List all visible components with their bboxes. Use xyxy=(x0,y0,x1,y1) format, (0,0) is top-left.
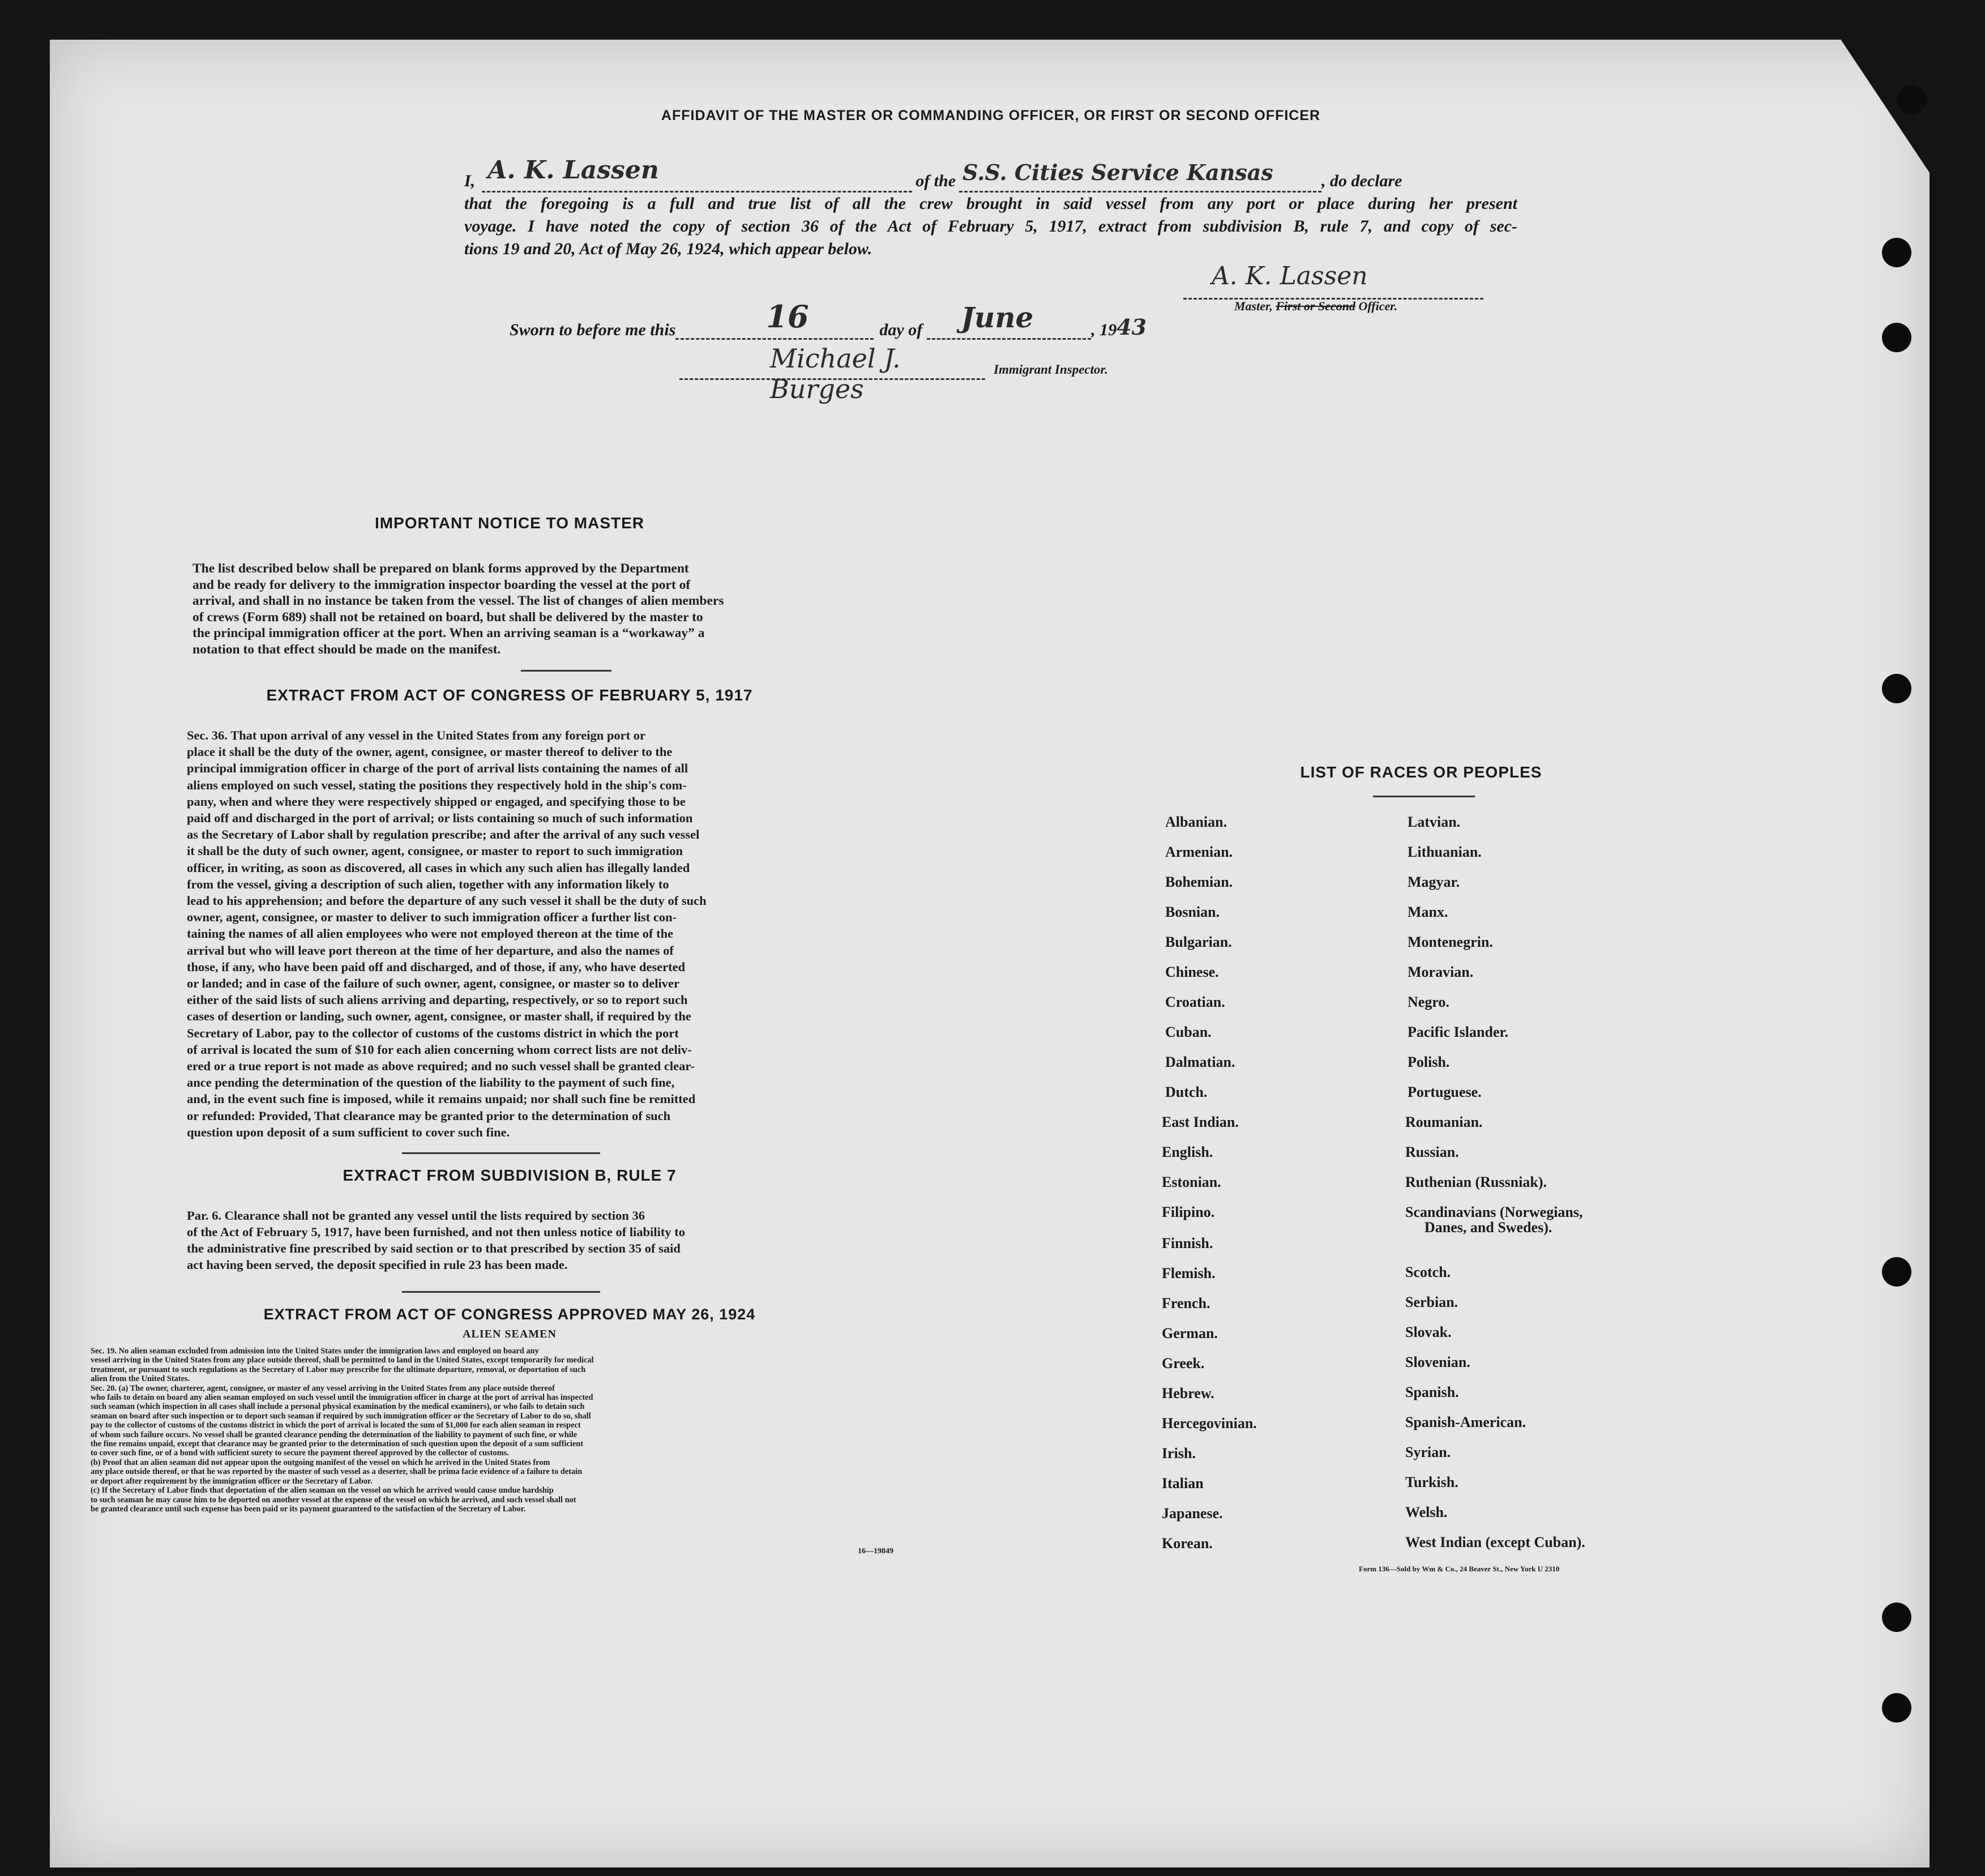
text-line: from the vessel, giving a description of such alien, together with any information likely to xyxy=(187,877,669,891)
race-item: French. xyxy=(1162,1295,1210,1311)
race-item: Pacific Islander. xyxy=(1408,1024,1509,1040)
race-item: Croatian. xyxy=(1165,994,1225,1010)
text-line: Par. 6. Clearance shall not be granted any vessel until the lists required by section 36 xyxy=(187,1208,645,1223)
race-item: Bosnian. xyxy=(1165,904,1220,920)
punch-hole xyxy=(1882,1602,1911,1632)
race-item: Slovenian. xyxy=(1405,1354,1470,1370)
affidavit-title: AFFIDAVIT OF THE MASTER OR COMMANDING OFFICER, OR FIRST OR SECOND OFFICER xyxy=(661,108,1321,123)
race-item: Negro. xyxy=(1408,994,1449,1010)
race-item: English. xyxy=(1162,1144,1213,1160)
affidavit-body xyxy=(464,156,1517,260)
vessel-name-field xyxy=(959,160,1321,193)
race-item: West Indian (except Cuban). xyxy=(1405,1534,1585,1550)
race-item: Flemish. xyxy=(1162,1265,1216,1281)
race-item: Moravian. xyxy=(1408,964,1474,980)
race-item: Dalmatian. xyxy=(1165,1054,1235,1070)
text-line: the fine remains unpaid, except that clearance may be granted prior to the determination of such question upon the deposit of a sum sufficient xyxy=(91,1439,584,1449)
race-item: Japanese. xyxy=(1162,1505,1223,1522)
race-item: Ruthenian (Russniak). xyxy=(1405,1174,1547,1190)
inspector-signature: Michael J. Burges xyxy=(770,343,901,404)
text-line: of crews (Form 689) shall not be retained on board, but shall be delivered by the master to xyxy=(192,609,703,625)
race-item: Syrian. xyxy=(1405,1444,1451,1460)
notice-title: IMPORTANT NOTICE TO MASTER xyxy=(374,514,645,532)
race-item: Albanian. xyxy=(1165,814,1227,830)
race-item: Turkish. xyxy=(1405,1474,1458,1490)
text-line: lead to his apprehension; and before the departure of any such vessel it shall be the duty of such xyxy=(187,894,707,908)
race-item: Welsh. xyxy=(1405,1504,1448,1520)
text-line: vessel arriving in the United States from any place outside thereof, shall be permitted to land in the United States, except temporarily for medical xyxy=(91,1356,594,1365)
title-master: Master, xyxy=(1234,299,1273,313)
text-line: those, if any, who have been paid off and discharged, and of those, if any, who have deserted xyxy=(187,959,686,974)
sworn-month-field xyxy=(927,301,1091,340)
master-signature: A. K. Lassen xyxy=(1212,262,1368,290)
sworn-line xyxy=(510,298,1147,340)
text-line: treatment, or pursuant to such regulations as the Secretary of Labor may prescribe for the ultimate departure, removal, or deportation of such xyxy=(91,1365,586,1374)
text-line: Secretary of Labor, pay to the collector of customs of the customs district in which the port xyxy=(187,1025,679,1040)
text-line: ance pending the determination of the question of the liability to the payment of such fine, xyxy=(187,1075,675,1090)
extract-1917-body xyxy=(187,727,827,1140)
text-line: it shall be the duty of such owner, agent, consignee, or master to report to such immigration xyxy=(187,844,683,858)
subdivision-b-body xyxy=(187,1207,827,1273)
year-suffix: 43 xyxy=(1116,314,1147,340)
punch-hole xyxy=(1882,323,1911,352)
punch-hole xyxy=(1882,674,1911,703)
races-title: LIST OF RACES OR PEOPLES xyxy=(1300,763,1542,781)
race-item: Russian. xyxy=(1405,1144,1459,1160)
race-item: Manx. xyxy=(1408,904,1448,920)
declare-suffix: , do declare xyxy=(1321,172,1402,190)
race-item: Filipino. xyxy=(1162,1204,1215,1220)
form-note: Form 136—Sold by Wm & Co., 24 Beaver St., New York U 2310 xyxy=(1359,1565,1560,1573)
race-item: Bohemian. xyxy=(1165,874,1233,890)
race-item: Montenegrin. xyxy=(1408,934,1493,950)
text-line: the principal immigration officer at the port. When an arriving seaman is a “workaway” a xyxy=(192,626,705,640)
text-line: as the Secretary of Labor shall by regulation prescribe; and after the arrival of any such vessel xyxy=(187,827,700,842)
master-signature-line xyxy=(1183,262,1483,300)
sworn-day-field xyxy=(675,298,874,340)
text-line: (c) If the Secretary of Labor finds that deportation of the alien seaman on the vessel on which he arrived would cause undue hardship xyxy=(91,1486,554,1495)
text-line: The list described below shall be prepared on blank forms approved by the Department xyxy=(192,561,689,576)
text-line: of whom such failure occurs. No vessel shall be granted clearance pending the determination of the liability to payment of such fine, or while xyxy=(91,1430,577,1439)
text-line: ered or a true report is not made as above required; and no such vessel shall be granted clear- xyxy=(187,1059,695,1074)
divider xyxy=(402,1291,600,1293)
race-item: Latvian. xyxy=(1408,814,1461,830)
race-item: Estonian. xyxy=(1162,1174,1221,1190)
text-line: seaman on board after such inspection or to deport such seaman if required by such immigration officer or the Secretary of Labor to do so, shall xyxy=(91,1411,591,1421)
text-line: to cover such fine, or of a bond with sufficient surety to secure the payment thereof approved by the collector of customs. xyxy=(91,1448,509,1458)
text-line: Sec. 19. No alien seaman excluded from admission into the United States under the immigration laws and employed on board any xyxy=(91,1347,539,1356)
day-of-text: day of xyxy=(879,320,923,339)
extract-1924-subtitle: ALIEN SEAMEN xyxy=(463,1328,557,1340)
text-line: Sec. 20. (a) The owner, charterer, agent, consignee, or master of any vessel arriving in the United States from any place outside thereof xyxy=(91,1383,555,1393)
text-line: pany, when and where they were respectively shipped or engaged, and specifying those to be xyxy=(187,794,686,809)
text-line: act having been served, the deposit specified in rule 23 has been made. xyxy=(187,1258,568,1272)
race-item: East Indian. xyxy=(1162,1114,1239,1130)
race-item: Cuban. xyxy=(1165,1024,1212,1040)
title-struck: First or Second xyxy=(1276,299,1355,313)
notice-body xyxy=(192,561,827,657)
race-item: Roumanian. xyxy=(1405,1114,1483,1130)
race-item: Magyar. xyxy=(1408,874,1460,890)
vessel-name: S.S. Cities Service Kansas xyxy=(962,160,1273,185)
punch-hole xyxy=(1882,238,1911,267)
race-item: Slovak. xyxy=(1405,1324,1452,1340)
text-line: owner, agent, consignee, or master to deliver to such immigration officer a further list con- xyxy=(187,910,677,925)
race-item: Hebrew. xyxy=(1162,1385,1214,1401)
text-line: question upon deposit of a sum sufficient to cover such fine. xyxy=(187,1125,510,1139)
text-line: aliens employed on such vessel, stating the positions they respectively hold in the ship's com- xyxy=(187,777,687,792)
form-code: 16—19849 xyxy=(858,1547,893,1556)
text-line: either of the said lists of such aliens arriving and departing, respectively, or so to report such xyxy=(187,993,688,1007)
text-line: alien from the United States. xyxy=(91,1374,190,1384)
text-line: to such seaman he may cause him to be deported on another vessel at the expense of the vessel on which he arrived, and such vessel shall not xyxy=(91,1495,576,1505)
text-line: notation to that effect should be made on the manifest. xyxy=(192,642,501,657)
sworn-day: 16 xyxy=(766,298,809,335)
text-line: such seaman (which inspection in all cases shall include a personal physical examination by the medical examiners), or who fails to detain such xyxy=(91,1402,585,1412)
race-item: Portuguese. xyxy=(1408,1084,1482,1100)
race-item: Chinese. xyxy=(1165,964,1219,980)
divider xyxy=(521,670,611,672)
race-item: Hercegovinian. xyxy=(1162,1415,1257,1431)
text-line: arrival but who will leave port thereon at the time of her departure, and also the names of xyxy=(187,943,674,958)
race-item: Polish. xyxy=(1408,1054,1450,1070)
text-line: be granted clearance until such expense has been paid or its payment guaranteed to the satisfaction of the Secretary of Labor. xyxy=(91,1504,526,1514)
text-line: and, in the event such fine is imposed, while it remains unpaid; nor shall such fine be remitted xyxy=(187,1092,696,1106)
race-item: Bulgarian. xyxy=(1165,934,1232,950)
race-item: Scandinavians (Norwegians, xyxy=(1405,1204,1583,1220)
text-line: pay to the collector of customs of the customs district in which the port of arrival is located the sum of $1,000 for each alien seaman in respect xyxy=(91,1421,581,1430)
sworn-prefix: Sworn to before me this xyxy=(510,320,676,339)
extract-1917-title: EXTRACT FROM ACT OF CONGRESS OF FEBRUARY 5, 1917 xyxy=(266,686,753,704)
extract-1924-body xyxy=(91,1347,912,1514)
text-line: or refunded: Provided, That clearance may be granted prior to the determination of such xyxy=(187,1108,671,1123)
text-line: of arrival is located the sum of $10 for each alien concerning whom correct lists are not deliv- xyxy=(187,1042,692,1057)
subdivision-b-title: EXTRACT FROM SUBDIVISION B, RULE 7 xyxy=(343,1166,677,1184)
vessel-prefix: of the xyxy=(916,172,956,190)
punch-hole xyxy=(1882,1257,1911,1287)
race-item: Scotch. xyxy=(1405,1264,1451,1280)
punch-hole xyxy=(1897,85,1926,114)
race-item: Lithuanian. xyxy=(1408,844,1482,860)
affidavit-line-2: that the foregoing is a full and true list of all the crew brought in said vessel from any port or place during her present xyxy=(464,194,1517,213)
race-item: Danes, and Swedes). xyxy=(1424,1219,1552,1236)
year-prefix: , 19 xyxy=(1091,320,1117,339)
text-line: any place outside thereof, or that he was reported by the master of such vessel as a deserter, shall be prima facie evidence of a failure to detain xyxy=(91,1467,583,1477)
race-item: Finnish. xyxy=(1162,1235,1213,1251)
punch-hole xyxy=(1882,1693,1911,1723)
declarant-prefix: I, xyxy=(464,172,476,190)
inspector-title: Immigrant Inspector. xyxy=(994,362,1108,377)
text-line: principal immigration officer in charge of the port of arrival lists containing the names of all xyxy=(187,761,688,776)
sworn-month: June xyxy=(961,301,1034,334)
divider xyxy=(1373,796,1475,797)
signature-title xyxy=(1234,299,1397,314)
declarant-name: A. K. Lassen xyxy=(487,156,659,185)
race-item: Greek. xyxy=(1162,1355,1205,1371)
affidavit-line-4: tions 19 and 20, Act of May 26, 1924, which appear below. xyxy=(464,240,872,258)
text-line: and be ready for delivery to the immigration inspector boarding the vessel at the port of xyxy=(192,577,691,592)
text-line: place it shall be the duty of the owner, agent, consignee, or master thereof to deliver to the xyxy=(187,745,673,759)
text-line: officer, in writing, as soon as discovered, all cases in which any such alien has illegally landed xyxy=(187,860,690,875)
affidavit-line-1 xyxy=(464,156,1517,193)
race-item: Korean. xyxy=(1162,1535,1213,1552)
divider xyxy=(402,1152,600,1154)
race-item: Dutch. xyxy=(1165,1084,1208,1100)
race-item: Serbian. xyxy=(1405,1294,1458,1310)
text-line: of the Act of February 5, 1917, have been furnished, and not then unless notice of liability to xyxy=(187,1225,686,1239)
title-officer: Officer. xyxy=(1358,299,1398,313)
race-item: Irish. xyxy=(1162,1445,1196,1462)
extract-1924-title: EXTRACT FROM ACT OF CONGRESS APPROVED MAY 26, 1924 xyxy=(263,1306,756,1323)
race-item: German. xyxy=(1162,1325,1218,1341)
text-line: or landed; and in case of the failure of such owner, agent, consignee, or master so to deliver xyxy=(187,976,679,991)
text-line: (b) Proof that an alien seaman did not appear upon the outgoing manifest of the vessel on which he arrived in the United States from xyxy=(91,1458,550,1467)
text-line: who fails to detain on board any alien seaman employed on such vessel until the immigration officer in charge at the port of arrival has inspected xyxy=(91,1393,593,1403)
race-item: Spanish-American. xyxy=(1405,1414,1526,1430)
text-line: arrival, and shall in no instance be taken from the vessel. The list of changes of alien members xyxy=(192,593,724,608)
text-line: or deport after requirement by the immigration officer or the Secretary of Labor. xyxy=(91,1476,373,1486)
race-item: Spanish. xyxy=(1405,1384,1459,1400)
race-item: Armenian. xyxy=(1165,844,1233,860)
text-line: Sec. 36. That upon arrival of any vessel in the United States from any foreign port or xyxy=(187,728,645,742)
text-line: paid off and discharged in the port of arrival; or lists containing so much of such information xyxy=(187,811,693,826)
declarant-name-field xyxy=(482,156,912,193)
race-item: Italian xyxy=(1162,1475,1204,1492)
inspector-signature-line xyxy=(679,343,985,404)
text-line: the administrative fine prescribed by said section or to that prescribed by section 35 of said xyxy=(187,1241,681,1255)
text-line: cases of desertion or landing, such owner, agent, consignee, or master shall, if required by the xyxy=(187,1009,691,1024)
text-line: taining the names of all alien employees who were not employed thereon at the time of the xyxy=(187,926,674,941)
affidavit-line-3: voyage. I have noted the copy of section 36 of the Act of February 5, 1917, extract from subdivision B, rule 7, and copy of sec- xyxy=(464,217,1517,236)
